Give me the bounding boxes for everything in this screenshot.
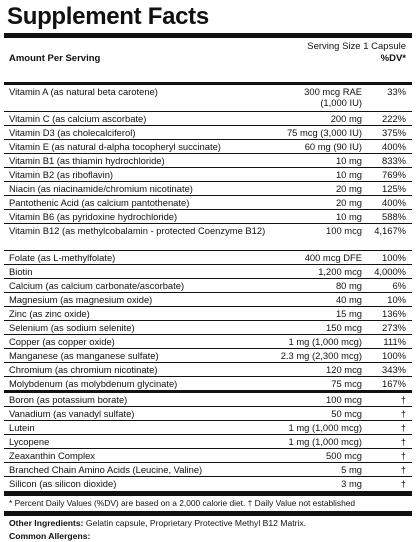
nutrient-name: Calcium (as calcium carbonate/ascorbate)	[9, 280, 185, 291]
nutrient-row	[4, 154, 412, 168]
nutrient-daily-value: 769%	[382, 169, 406, 180]
nutrient-amount-value: 80 mg	[335, 280, 362, 291]
nutrient-row	[4, 293, 412, 307]
nutrient-daily-value: 125%	[382, 183, 406, 194]
nutrient-row	[4, 349, 412, 363]
nutrient-name: Boron (as potassium borate)	[9, 394, 128, 405]
nutrient-name: Vitamin D3 (as cholecalciferol)	[9, 127, 136, 138]
nutrient-amount	[336, 183, 362, 194]
nutrient-row	[4, 265, 412, 279]
nutrient-row	[4, 321, 412, 335]
nutrient-amount-value: 100 mcg	[326, 225, 362, 236]
nutrient-amount-value: 1,200 mcg	[318, 266, 362, 277]
nutrient-amount	[326, 322, 362, 333]
nutrient-amount-value: 40 mg	[335, 294, 362, 305]
nutrient-amount	[326, 450, 362, 461]
nutrient-amount-value: 2.3 mg (2,300 mcg)	[280, 350, 362, 361]
nutrient-amount	[336, 280, 362, 291]
nutrient-row	[4, 435, 412, 449]
nutrient-amount-value: 10 mg	[335, 155, 362, 166]
nutrient-group-other	[4, 393, 412, 490]
nutrient-row	[4, 168, 412, 182]
nutrient-daily-value: †	[400, 422, 406, 433]
nutrient-row	[4, 210, 412, 224]
nutrient-amount-value: 20 mg	[335, 197, 362, 208]
nutrient-daily-value: 4,000%	[374, 266, 406, 277]
nutrient-amount	[281, 350, 362, 361]
amount-per-serving-header: Amount Per Serving	[9, 53, 101, 64]
nutrient-row	[4, 126, 412, 140]
nutrient-daily-value: 4,167%	[374, 225, 406, 236]
nutrient-daily-value: 400%	[382, 197, 406, 208]
nutrient-amount-value: 3 mg	[341, 478, 362, 489]
nutrient-name: Vanadium (as vanadyl sulfate)	[9, 408, 135, 419]
nutrient-amount	[336, 197, 362, 208]
nutrient-amount	[336, 155, 362, 166]
nutrient-name: Lutein	[9, 422, 35, 433]
nutrient-row	[4, 477, 412, 490]
nutrient-name: Vitamin B2 (as riboflavin)	[9, 169, 114, 180]
nutrient-daily-value: †	[400, 450, 406, 461]
nutrient-amount	[331, 113, 362, 124]
nutrient-daily-value: 588%	[382, 211, 406, 222]
nutrient-amount	[318, 266, 362, 277]
nutrient-amount	[305, 141, 362, 152]
nutrient-name: Vitamin A (as natural beta carotene)	[9, 86, 158, 97]
nutrient-name: Branched Chain Amino Acids (Leucine, Valine)	[9, 464, 203, 475]
nutrient-daily-value: †	[400, 408, 406, 419]
nutrient-name: Vitamin B6 (as pyridoxine hydrochloride)	[9, 211, 178, 222]
nutrient-row	[4, 140, 412, 154]
nutrient-row	[4, 377, 412, 390]
nutrient-amount-value: 50 mcg	[331, 408, 362, 419]
nutrient-daily-value: †	[400, 436, 406, 447]
nutrient-amount-value: 150 mcg	[326, 322, 362, 333]
footnote: * Percent Daily Values (%DV) are based on a 2,000 calorie diet. † Daily Value not established	[9, 498, 356, 508]
nutrient-amount-value: 15 mg	[335, 308, 362, 319]
nutrient-amount-value: 60 mg (90 IU)	[304, 141, 362, 152]
nutrient-name: Zeaxanthin Complex	[9, 450, 95, 461]
nutrient-name: Selenium (as sodium selenite)	[9, 322, 135, 333]
nutrient-row	[4, 449, 412, 463]
nutrient-amount-value: 120 mcg	[326, 364, 362, 375]
nutrient-daily-value: 100%	[382, 252, 406, 263]
nutrient-name: Folate (as L-methylfolate)	[9, 252, 116, 263]
nutrient-name: Manganese (as manganese sulfate)	[9, 350, 159, 361]
nutrient-amount-value: 300 mcg RAE	[304, 86, 362, 97]
other-ingredients	[4, 516, 412, 529]
common-allergens	[4, 529, 412, 542]
serving-size: Serving Size 1 Capsule	[307, 41, 406, 52]
nutrient-name: Vitamin C (as calcium ascorbate)	[9, 113, 147, 124]
nutrient-daily-value: 100%	[382, 350, 406, 361]
nutrient-amount-alt: (1,000 IU)	[320, 97, 362, 108]
nutrient-amount	[341, 464, 362, 475]
nutrient-daily-value: 136%	[382, 308, 406, 319]
nutrient-daily-value: 343%	[382, 364, 406, 375]
nutrient-amount	[336, 169, 362, 180]
nutrient-amount-value: 200 mg	[330, 113, 362, 124]
nutrient-amount	[287, 127, 362, 138]
nutrient-amount	[326, 394, 362, 405]
nutrient-daily-value: 222%	[382, 113, 406, 124]
nutrient-row	[4, 363, 412, 377]
nutrient-name: Vitamin B12 (as methylcobalamin - protected Coenzyme B12)	[9, 225, 266, 236]
nutrient-amount-value: 20 mg	[335, 183, 362, 194]
nutrient-row	[4, 182, 412, 196]
nutrient-row	[4, 279, 412, 293]
nutrient-daily-value: †	[400, 394, 406, 405]
nutrient-row	[4, 112, 412, 126]
nutrient-daily-value: 400%	[382, 141, 406, 152]
nutrient-row	[4, 196, 412, 210]
nutrient-amount	[331, 378, 362, 389]
nutrient-row	[4, 307, 412, 321]
nutrient-name: Vitamin E (as natural d-alpha tocopheryl succinate)	[9, 141, 221, 152]
nutrient-name: Niacin (as niacinamide/chromium nicotinate)	[9, 183, 193, 194]
nutrient-row	[4, 421, 412, 435]
nutrient-amount-value: 5 mg	[341, 464, 362, 475]
nutrient-daily-value: †	[400, 464, 406, 475]
serving-header	[4, 38, 412, 82]
nutrient-row	[4, 85, 412, 112]
nutrient-amount-value: 1 mg (1,000 mcg)	[288, 336, 362, 347]
nutrient-amount-value: 500 mcg	[326, 450, 362, 461]
nutrient-amount	[336, 294, 362, 305]
nutrient-amount-value: 75 mcg (3,000 IU)	[286, 127, 362, 138]
nutrient-name: Magnesium (as magnesium oxide)	[9, 294, 153, 305]
nutrient-amount-value: 100 mcg	[326, 394, 362, 405]
nutrient-daily-value: 167%	[382, 378, 406, 389]
nutrient-row	[4, 224, 412, 251]
nutrient-amount	[304, 86, 362, 108]
other-ingredients-text: Gelatin capsule, Proprietary Protective Methyl B12 Matrix.	[83, 518, 307, 528]
nutrient-row	[4, 393, 412, 407]
nutrient-name: Lycopene	[9, 436, 50, 447]
daily-value-header: %DV*	[380, 53, 406, 64]
nutrient-name: Copper (as copper oxide)	[9, 336, 115, 347]
nutrient-amount	[341, 478, 362, 489]
nutrient-daily-value: 375%	[382, 127, 406, 138]
nutrient-amount	[289, 436, 362, 447]
nutrient-amount	[336, 308, 362, 319]
nutrient-amount-value: 1 mg (1,000 mcg)	[288, 422, 362, 433]
nutrient-row	[4, 463, 412, 477]
nutrient-daily-value: 10%	[387, 294, 406, 305]
nutrient-daily-value: †	[400, 478, 406, 489]
nutrient-amount-value: 1 mg (1,000 mcg)	[288, 436, 362, 447]
nutrient-name: Zinc (as zinc oxide)	[9, 308, 90, 319]
nutrient-amount	[326, 364, 362, 375]
nutrient-amount-value: 10 mg	[335, 211, 362, 222]
nutrient-daily-value: 33%	[387, 86, 406, 97]
nutrient-amount	[305, 252, 362, 263]
nutrient-row	[4, 407, 412, 421]
nutrient-amount-value: 75 mcg	[331, 378, 362, 389]
nutrient-row	[4, 335, 412, 349]
nutrient-amount-value: 400 mcg DFE	[304, 252, 362, 263]
nutrient-amount	[336, 211, 362, 222]
nutrient-name: Silicon (as silicon dioxide)	[9, 478, 117, 489]
nutrient-amount-value: 10 mg	[335, 169, 362, 180]
nutrient-daily-value: 833%	[382, 155, 406, 166]
nutrient-group-vitamins-minerals	[4, 85, 412, 390]
nutrient-daily-value: 111%	[383, 336, 406, 347]
nutrient-amount	[331, 408, 362, 419]
common-allergens-label: Common Allergens:	[9, 531, 91, 541]
nutrient-name: Pantothenic Acid (as calcium pantothenate)	[9, 197, 190, 208]
other-ingredients-label: Other Ingredients:	[9, 518, 84, 528]
nutrient-daily-value: 273%	[382, 322, 406, 333]
nutrient-amount	[326, 225, 362, 236]
panel-title: Supplement Facts	[7, 3, 209, 30]
nutrient-name: Biotin	[9, 266, 33, 277]
nutrient-amount	[289, 422, 362, 433]
nutrient-row	[4, 251, 412, 265]
nutrient-daily-value: 6%	[392, 280, 406, 291]
nutrient-name: Vitamin B1 (as thiamin hydrochloride)	[9, 155, 165, 166]
nutrient-name: Molybdenum (as molybdenum glycinate)	[9, 378, 178, 389]
nutrient-amount	[289, 336, 362, 347]
nutrient-name: Chromium (as chromium nicotinate)	[9, 364, 158, 375]
supplement-facts-panel	[4, 2, 412, 542]
